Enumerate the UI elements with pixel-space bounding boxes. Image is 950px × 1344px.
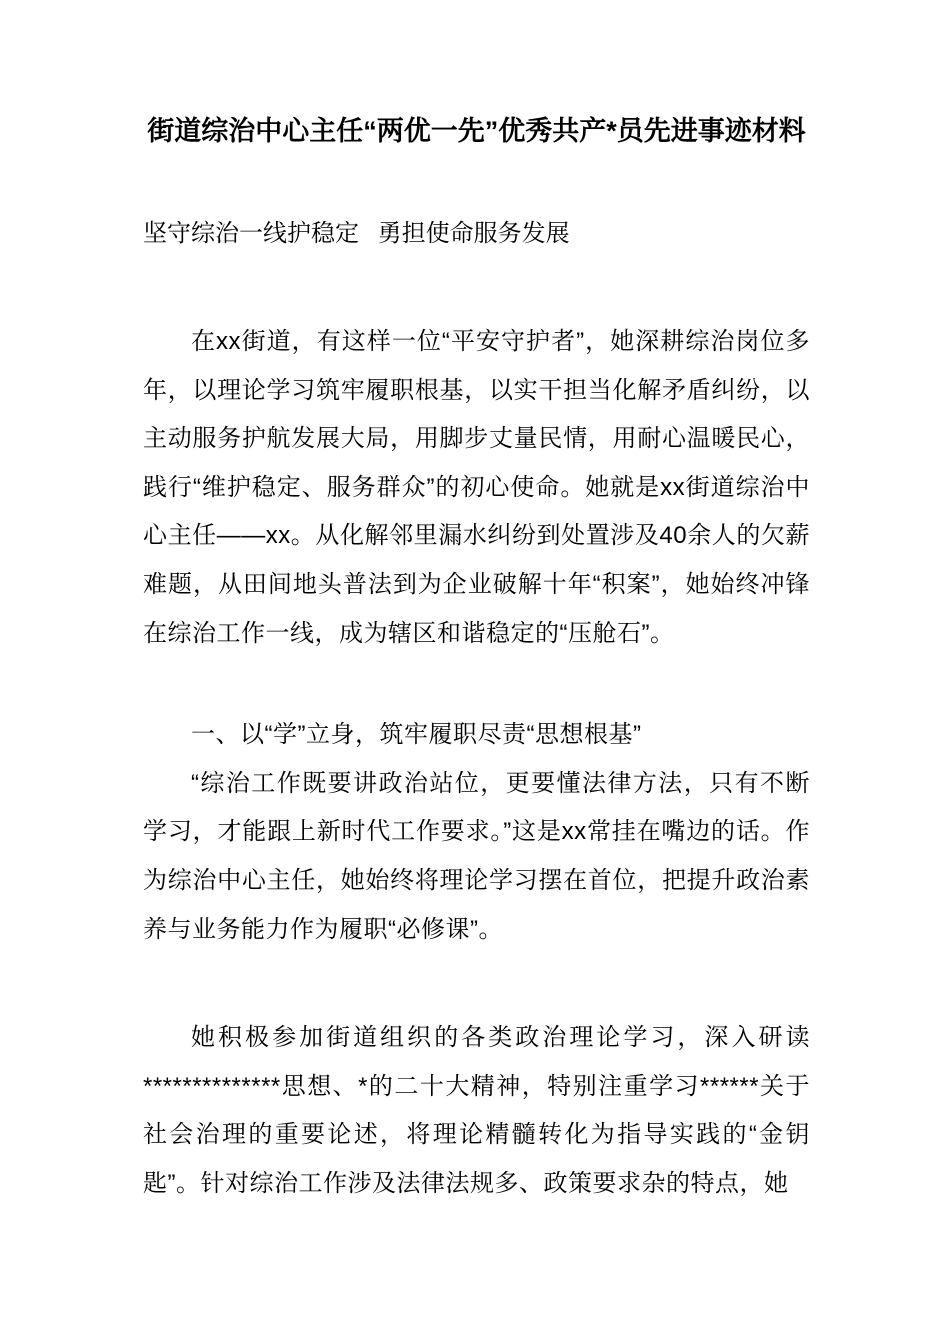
paragraph-learning-quote: “综治工作既要讲政治站位，更要懂法律方法，只有不断学习，才能跟上新时代工作要求。”这是xx常挂在嘴边的话。作为综治中心主任，她始终将理论学习摆在首位，把提升政治素养与业务能力作为履职“必修课”。 <box>143 769 810 943</box>
section-heading-1: 一、以“学”立身，筑牢履职尽责“思想根基” <box>191 721 642 749</box>
document-subtitle: 坚守综治一线护稳定 勇担使命服务发展 <box>143 220 570 247</box>
paragraph-intro: 在xx街道，有这样一位“平安守护者”，她深耕综治岗位多年，以理论学习筑牢履职根基，以实干担当化解矛盾纠纷，以主动服务护航发展大局，用脚步丈量民情，用耐心温暖民心，践行“维护稳定、服务群众”的初心使命。她就是xx街道综治中心主任——xx。从化解邻里漏水纠纷到处置涉及40余人的欠薪难题，从田间地头普法到为企业破解十年“积案”，她始终冲锋在综治工作一线，成为辖区和谐稳定的“压舱石”。 <box>143 328 810 647</box>
paragraph-theory-study: 她积极参加街道组织的各类政治理论学习，深入研读**************思想、*的二十大精神，特别注重学习******关于社会治理的重要论述，将理论精髓转化为指导实践的“金钥匙”。针对综治工作涉及法律法规多、政策要求杂的特点，她 <box>143 1024 810 1197</box>
document-title: 街道综治中心主任“两优一先”优秀共产*员先进事迹材料 <box>147 116 806 146</box>
